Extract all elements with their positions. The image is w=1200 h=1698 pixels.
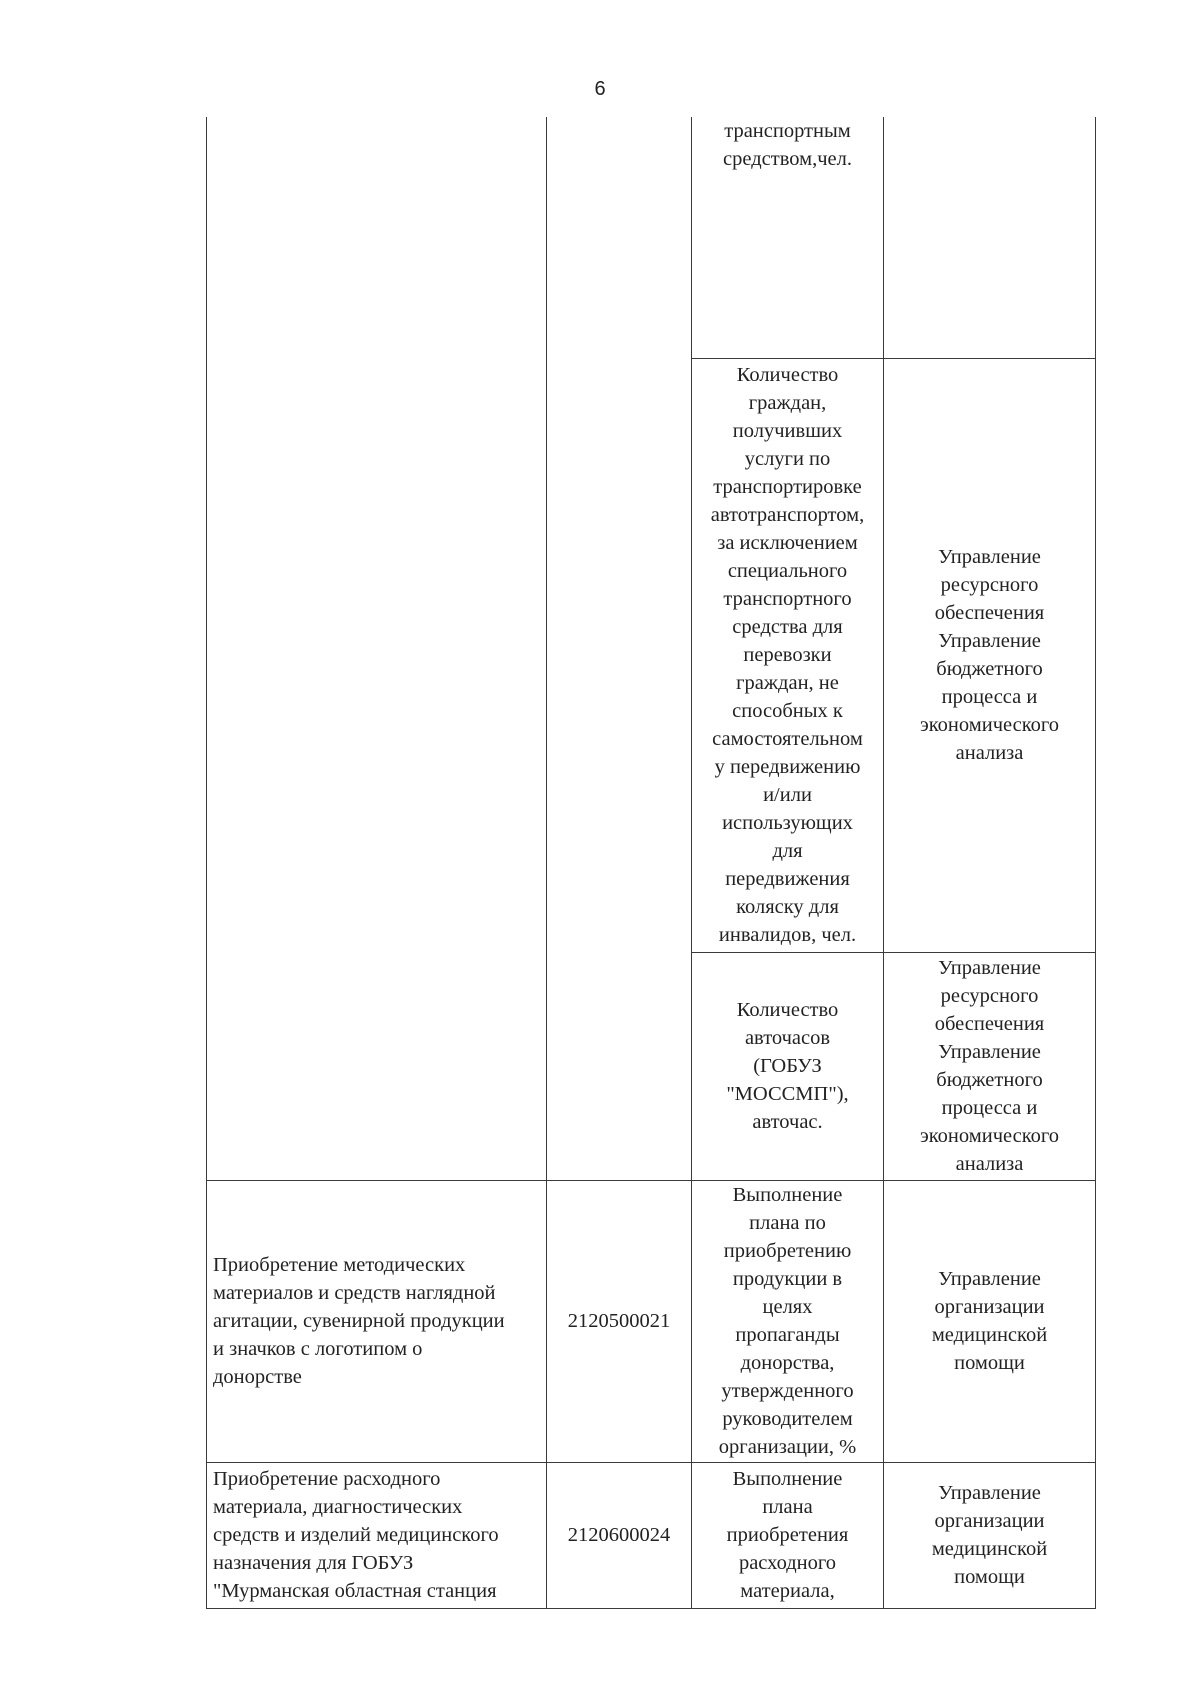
indicator-cell: Выполнение плана приобретения расходного материала, xyxy=(692,1462,884,1608)
program-table xyxy=(206,117,1096,1609)
event-name-cell: Приобретение методических материалов и средств наглядной агитации, сувенирной продукции и значков с логотипом о донорстве xyxy=(207,1180,547,1462)
responsible-cell xyxy=(884,117,1096,358)
code-cell: 2120500021 xyxy=(547,1180,692,1462)
indicator-cell: Выполнение плана по приобретению продукции в целях пропаганды донорства, утвержденного руководителем организации, % xyxy=(692,1180,884,1462)
responsible-cell: Управление организации медицинской помощи xyxy=(884,1180,1096,1462)
responsible-cell: Управление ресурсного обеспечения Управление бюджетного процесса и экономического анализа xyxy=(884,358,1096,952)
table-row xyxy=(207,117,1096,358)
page-number: 6 xyxy=(594,78,606,100)
table-row xyxy=(207,1462,1096,1608)
code-cell xyxy=(547,117,692,1180)
table-row xyxy=(207,1180,1096,1462)
responsible-cell: Управление ресурсного обеспечения Управление бюджетного процесса и экономического анализа xyxy=(884,952,1096,1180)
indicator-cell: Количество граждан, получивших услуги по транспортировке автотранспортом, за исключением специального транспортного средства для перевозки граждан, не способных к самостоятельном у передвижению и/или использующих для передвижения коляску для инвалидов, чел. xyxy=(692,358,884,952)
event-name-cell: Приобретение расходного материала, диагностических средств и изделий медицинского назначения для ГОБУЗ "Мурманская областная станция xyxy=(207,1462,547,1608)
responsible-cell: Управление организации медицинской помощи xyxy=(884,1462,1096,1608)
indicator-cell: Количество авточасов (ГОБУЗ "МОССМП"), авточас. xyxy=(692,952,884,1180)
indicator-cell: транспортным средством,чел. xyxy=(692,117,884,358)
code-cell: 2120600024 xyxy=(547,1462,692,1608)
event-name-cell xyxy=(207,117,547,1180)
